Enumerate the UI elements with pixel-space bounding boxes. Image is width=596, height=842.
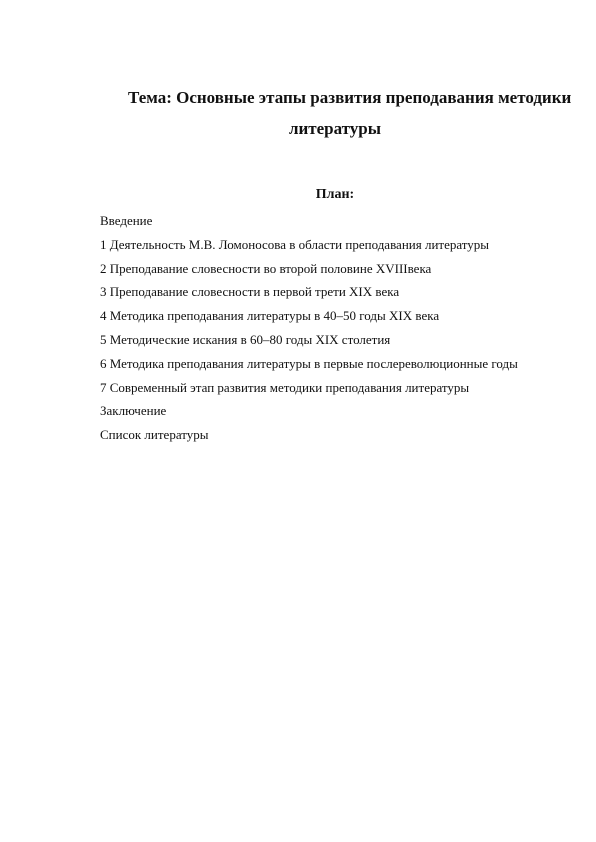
- plan-item-introduction: Введение: [100, 213, 153, 228]
- plan-item-4: 4 Методика преподавания литературы в 40–50 годы XIX века: [100, 308, 440, 324]
- plan-item-1: 1 Деятельность М.В. Ломоносова в области преподавания литературы: [100, 236, 490, 252]
- plan-item-conclusion: Заключение: [100, 403, 167, 419]
- title-line-1: Тема: Основные этапы развития преподавания методики: [128, 88, 572, 107]
- plan-item-2: 2 Преподавание словесности во второй половине XVIIIвека: [100, 260, 432, 276]
- document-title: [100, 86, 570, 141]
- plan-list: [100, 209, 580, 447]
- plan-item-references: Список литературы: [100, 427, 209, 443]
- plan-item-3: 3 Преподавание словесности в первой трети XIX века: [100, 284, 400, 300]
- plan-item-7: 7 Современный этап развития методики преподавания литературы: [100, 379, 470, 395]
- title-line-2: литературы: [288, 119, 382, 138]
- plan-heading: План:: [315, 187, 355, 202]
- plan-item-6: 6 Методика преподавания литературы в первые послереволюционные годы: [100, 355, 518, 371]
- plan-item-5: 5 Методические искания в 60–80 годы XIX столетия: [100, 331, 391, 347]
